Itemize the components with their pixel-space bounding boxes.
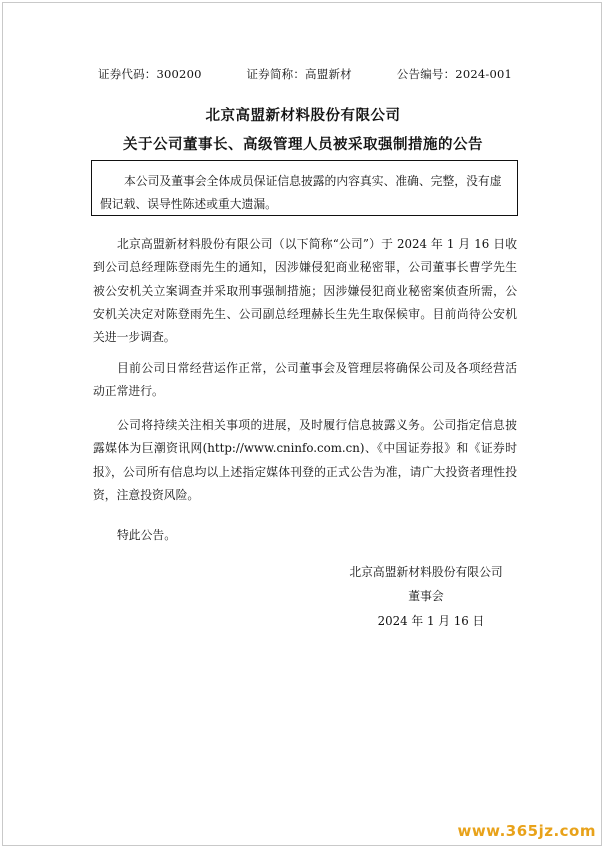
signature-date: 2024 年 1 月 16 日 — [377, 614, 485, 628]
announcement-title: 关于公司董事长、高级管理人员被采取强制措施的公告 — [123, 137, 483, 153]
signature-company: 北京高盟新材料股份有限公司 — [349, 565, 503, 579]
body-paragraph-2: 目前公司日常经营运作正常，公司董事会及管理层将确保公司及各项经营活动正常进行。 — [93, 361, 517, 399]
notice-number: 公告编号：2024-001 — [396, 67, 512, 81]
closing-line: 特此公告。 — [117, 528, 176, 542]
stock-short-name: 证券简称：高盟新材 — [246, 67, 352, 81]
signature-board: 董事会 — [408, 589, 444, 603]
statement-box: 本公司及董事会全体成员保证信息披露的内容真实、准确、完整，没有虚假记载、误导性陈述或重大遗漏。 — [91, 160, 518, 216]
stock-code: 证券代码：300200 — [98, 67, 202, 81]
site-watermark: www.365jz.com — [457, 822, 596, 840]
company-title: 北京高盟新材料股份有限公司 — [205, 108, 401, 124]
body-paragraph-1: 北京高盟新材料股份有限公司（以下简称“公司”）于 2024 年 1 月 16 日收到公司总经理陈登雨先生的通知，因涉嫌侵犯商业秘密罪，公司董事长曹学先生被公安机关立案调查并采取刑事强制措施；因涉嫌侵犯商业秘密案侦查所需，公安机关决定对陈登雨先生、公司副总经理赫长生先生取保候审。目前尚待公安机关进一步调查。 — [93, 237, 517, 345]
body-paragraph-3: 公司将持续关注相关事项的进展，及时履行信息披露义务。公司指定信息披露媒体为巨潮资讯网(http://www.cninfo.com.cn)、《中国证券报》和《证券时报》，公司所有信息均以上述指定媒体刊登的正式公告为准，请广大投资者理性投资，注意投资风险。 — [93, 418, 517, 502]
document-header — [98, 66, 512, 82]
